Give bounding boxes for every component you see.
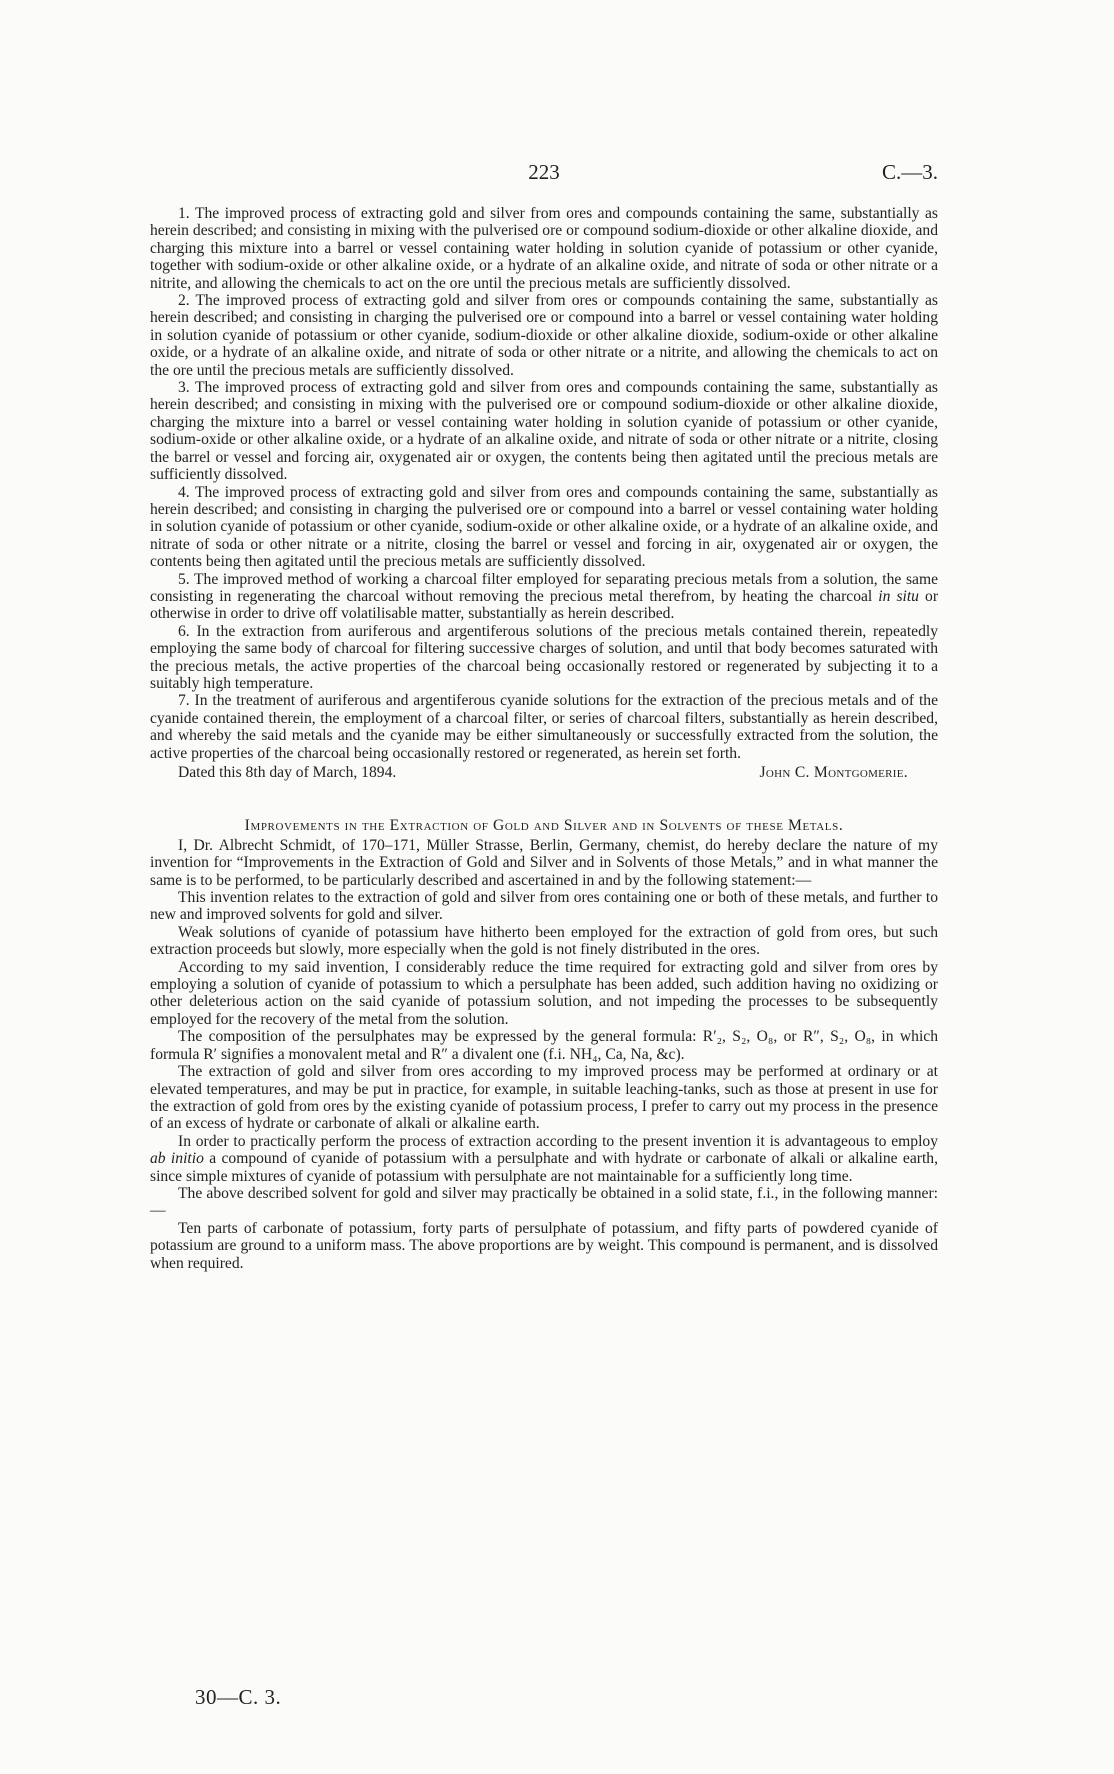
spec-paragraph: Weak solutions of cyanide of potassium have hitherto been employed for the extraction of gold from ores, but such extraction proceeds but slowly, more especially when the gold is not finely distributed in the ores. [150, 923, 938, 959]
spec-paragraph: I, Dr. Albrecht Schmidt, of 170–171, Müller Strasse, Berlin, Germany, chemist, do hereby declare the nature of my invention for “Improvements in the Extraction of Gold and Silver and in Solvents of those Metals,” and in what manner the same is to be performed, to be particularly described and ascertained in and by the following statement:— [150, 836, 938, 889]
ab-initio-text-a: In order to practically perform the process of extraction according to the present invention it is advantageous to employ [178, 1132, 938, 1150]
claims-list [150, 205, 938, 762]
spec-paragraph: Ten parts of carbonate of potassium, forty parts of persulphate of potassium, and fifty parts of powdered cyanide of potassium are ground to a uniform mass. The above proportions are by weight. This compound is permanent, and is dissolved when required. [150, 1219, 938, 1272]
claim-5-text-b: or otherwise in order to drive off volatilisable matter, substantially as herein described. [150, 587, 939, 623]
spec-paragraph: This invention relates to the extraction of gold and silver from ores containing one or both of these metals, and further to new and improved solvents for gold and silver. [150, 889, 938, 924]
claim-5-text-a: 5. The improved method of working a charcoal filter employed for separating precious metals from a solution, the same consisting in regenerating the charcoal without removing the precious metal therefrom, by heating the charcoal [150, 570, 938, 605]
claim-5 [150, 571, 938, 623]
claim-1: 1. The improved process of extracting gold and silver from ores and compounds containing the same, substantially as herein described; and consisting in mixing with the pulverised ore or compound sodium-dioxide or other alkaline dioxide, and charging this mixture into a barrel or vessel containing water holding in solution cyanide of potassium or other cyanide, together with sodium-oxide or other alkaline oxide, or a hydrate of an alkaline oxide, and nitrate of soda or other nitrate or a nitrite, and allowing the chemicals to act on the ore until the precious metals are sufficiently dissolved. [150, 205, 938, 292]
claim-2: 2. The improved process of extracting gold and silver from ores or compounds containing the same, substantially as herein described; and consisting in charging the pulverised ore or compound into a barrel or vessel containing water holding in solution cyanide of potassium or other cyanide, sodium-dioxide or other alkaline dioxide, sodium-oxide or other alkaline oxide, or a hydrate of an alkaline oxide, and nitrate of soda or other nitrate or a nitrite, and allowing the chemicals to act on the ore until the precious metals are sufficiently dissolved. [150, 292, 938, 379]
document-body [150, 205, 938, 1272]
signature: John C. Montgomerie. [759, 764, 908, 781]
document-reference: C.—3. [881, 160, 938, 184]
page-header [150, 160, 938, 190]
claim-4: 4. The improved process of extracting gold and silver from ores and compounds containing the same, substantially as herein described; and consisting in charging the pulverised ore or compound into a barrel or vessel containing water holding in solution cyanide of potassium or other cyanide, sodium-oxide or other alkaline oxide, or a hydrate of an alkaline oxide, and nitrate of soda or other nitrate or a nitrite, closing the barrel or vessel and forcing in air, oxygenated air or oxygen, the contents being then agitated until the precious metals are sufficiently dissolved. [150, 483, 938, 571]
dated-text: Dated this 8th day of March, 1894. [178, 764, 397, 781]
page-number: 223 [528, 160, 560, 184]
section-title: Improvements in the Extraction of Gold and Silver and in Solvents of these Metals. [244, 817, 844, 835]
formula-paragraph: The composition of the persulphates may be expressed by the general formula: R′₂, S₂, O₈, or R″, S₂, O₈, in which formula R′ signifies a monovalent metal and R″ a divalent one (f.i. NH₄, Ca, Na, &c). [150, 1028, 938, 1063]
spec-paragraph: According to my said invention, I considerably reduce the time required for extracting gold and silver from ores by employing a solution of cyanide of potassium to which a persulphate has been added, such addition having no oxidizing or other deleterious action on the said cyanide of potassium solution, and not impeding the processes to be subsequently employed for the recovery of the metal from the solution. [150, 958, 938, 1028]
signature-mark: 30—C. 3. [195, 1685, 282, 1709]
claim-6: 6. In the extraction from auriferous and argentiferous solutions of the precious metals contained therein, repeatedly employing the same body of charcoal for filtering successive charges of solution, and until that body becomes saturated with the precious metals, the active properties of the charcoal being occasionally restored or regenerated by subjecting it to a suitably high temperature. [150, 622, 938, 692]
spec-paragraph: The extraction of gold and silver from ores according to my improved process may be performed at ordinary or at elevated temperatures, and may be put in practice, for example, in suitable leaching-tanks, such as those at present in use for the extraction of gold from ores by the existing cyanide of potassium process, I prefer to carry out my process in the presence of an excess of hydrate or carbonate of alkali or alkaline earth. [150, 1063, 938, 1133]
specification [150, 837, 938, 1272]
spec-paragraph: The above described solvent for gold and silver may practically be obtained in a solid state, f.i., in the following manner:— [150, 1184, 938, 1220]
dated-line [150, 764, 938, 781]
ab-initio-paragraph [150, 1133, 938, 1185]
claim-3: 3. The improved process of extracting gold and silver from ores and compounds containing the same, substantially as herein described; and consisting in mixing with the pulverised ore or compound sodium-dioxide or other alkaline dioxide, charging the mixture into a barrel or vessel containing water holding in solution cyanide of potassium or other cyanide, sodium-oxide or other alkaline oxide, or a hydrate of an alkaline oxide, and nitrate of soda or other nitrate or a nitrite, closing the barrel or vessel and forcing air, oxygenated air or oxygen, the contents being then agitated until the precious metals are sufficiently dissolved. [150, 379, 938, 484]
ab-initio-italic: ab initio [150, 1150, 204, 1168]
claim-5-italic: in situ [878, 587, 919, 605]
ab-initio-text-b: a compound of cyanide of potassium with a persulphate and with hydrate or carbonate of alkali or alkaline earth, since simple mixtures of cyanide of potassium with persulphate are not maintainable for a sufficiently long time. [150, 1150, 938, 1185]
claim-7: 7. In the treatment of auriferous and argentiferous cyanide solutions for the extraction of the precious metals and of the cyanide contained therein, the employment of a charcoal filter, or series of charcoal filters, substantially as herein described, and whereby the said metals and the cyanide may be either simultaneously or successfully extracted from the solution, the active properties of the charcoal being occasionally restored or regenerated, as herein set forth. [150, 692, 938, 762]
